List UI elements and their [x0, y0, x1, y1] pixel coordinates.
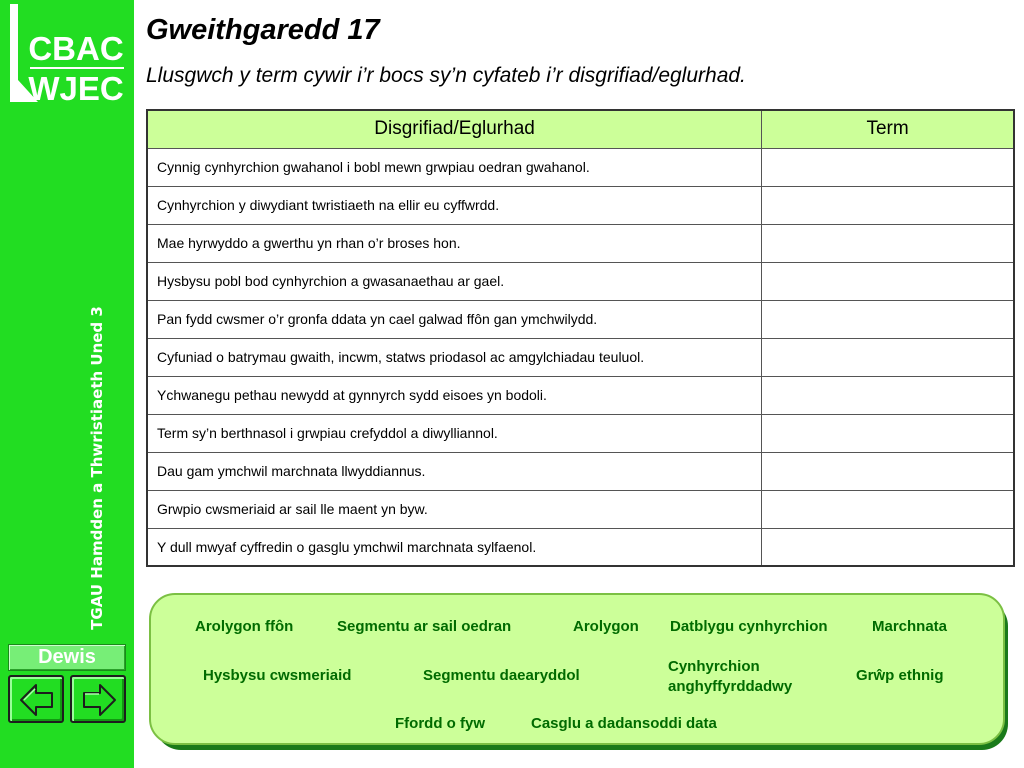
table-header-row	[147, 110, 1014, 148]
table-row	[147, 414, 1014, 452]
column-header-term: Term	[762, 110, 1014, 148]
term-bank	[149, 593, 1005, 745]
sidebar	[0, 0, 134, 768]
description-cell: Grwpio cwsmeriaid ar sail lle maent yn byw.	[147, 490, 762, 528]
table-row	[147, 528, 1014, 566]
term-arolygon[interactable]: Arolygon	[573, 618, 639, 635]
matching-table	[146, 109, 1015, 567]
term-drop-box[interactable]	[762, 376, 1014, 414]
table-row	[147, 490, 1014, 528]
term-drop-box[interactable]	[762, 262, 1014, 300]
table-row	[147, 148, 1014, 186]
course-title-text: TGAU Hamdden a Thwristiaeth Uned 3	[88, 305, 106, 630]
table-row	[147, 338, 1014, 376]
term-segmentu-daearyddol[interactable]: Segmentu daearyddol	[423, 667, 580, 684]
description-cell: Dau gam ymchwil marchnata llwyddiannus.	[147, 452, 762, 490]
term-drop-box[interactable]	[762, 490, 1014, 528]
svg-text:WJEC: WJEC	[28, 70, 124, 106]
cbac-wjec-logo	[8, 2, 132, 106]
left-arrow-icon	[18, 681, 56, 719]
term-marchnata[interactable]: Marchnata	[872, 618, 948, 635]
term-drop-box[interactable]	[762, 414, 1014, 452]
term-ffordd-o-fyw[interactable]: Ffordd o fyw	[395, 715, 485, 732]
column-header-description: Disgrifiad/Eglurhad	[147, 110, 762, 148]
term-drop-box[interactable]	[762, 148, 1014, 186]
term-grwp-ethnig[interactable]: Grŵp ethnig	[856, 667, 944, 684]
term-drop-box[interactable]	[762, 338, 1014, 376]
description-cell: Cyfuniad o batrymau gwaith, incwm, statws priodasol ac amgylchiadau teuluol.	[147, 338, 762, 376]
table-row	[147, 300, 1014, 338]
table-row	[147, 224, 1014, 262]
term-drop-box[interactable]	[762, 528, 1014, 566]
term-drop-box[interactable]	[762, 300, 1014, 338]
term-casglu-dadansoddi-data[interactable]: Casglu a dadansoddi data	[531, 715, 717, 732]
instruction-text: Llusgwch y term cywir i’r bocs sy’n cyfateb i’r disgrifiad/eglurhad.	[146, 64, 746, 87]
term-arolygon-ffon[interactable]: Arolygon ffôn	[195, 618, 294, 635]
description-cell: Cynhyrchion y diwydiant twristiaeth na ellir eu cyffwrdd.	[147, 186, 762, 224]
description-cell: Mae hyrwyddo a gwerthu yn rhan o’r broses hon.	[147, 224, 762, 262]
term-drop-box[interactable]	[762, 452, 1014, 490]
term-datblygu-cynhyrchion[interactable]: Datblygu cynhyrchion	[670, 618, 828, 635]
table-row	[147, 186, 1014, 224]
term-cynhyrchion-anghyffyrddadwy[interactable]: Cynhyrchion anghyffyrddadwy	[668, 658, 793, 695]
right-arrow-icon	[80, 681, 118, 719]
description-cell: Pan fydd cwsmer o’r gronfa ddata yn cael galwad ffôn gan ymchwilydd.	[147, 300, 762, 338]
description-cell: Y dull mwyaf cyffredin o gasglu ymchwil marchnata sylfaenol.	[147, 528, 762, 566]
description-cell: Ychwanegu pethau newydd at gynnyrch sydd eisoes yn bodoli.	[147, 376, 762, 414]
dewis-button[interactable]: Dewis	[8, 644, 126, 671]
term-drop-box[interactable]	[762, 186, 1014, 224]
description-cell: Hysbysu pobl bod cynhyrchion a gwasanaethau ar gael.	[147, 262, 762, 300]
previous-button[interactable]	[8, 675, 64, 723]
term-hysbysu-cwsmeriaid[interactable]: Hysbysu cwsmeriaid	[203, 667, 352, 684]
table-row	[147, 376, 1014, 414]
table-row	[147, 452, 1014, 490]
next-button[interactable]	[70, 675, 126, 723]
term-segmentu-oedran[interactable]: Segmentu ar sail oedran	[337, 618, 512, 635]
term-drop-box[interactable]	[762, 224, 1014, 262]
course-title	[76, 300, 118, 635]
table-row	[147, 262, 1014, 300]
description-cell: Term sy’n berthnasol i grwpiau crefyddol a diwylliannol.	[147, 414, 762, 452]
description-cell: Cynnig cynhyrchion gwahanol i bobl mewn grwpiau oedran gwahanol.	[147, 148, 762, 186]
page-title: Gweithgaredd 17	[146, 14, 380, 46]
svg-text:CBAC: CBAC	[28, 30, 124, 67]
